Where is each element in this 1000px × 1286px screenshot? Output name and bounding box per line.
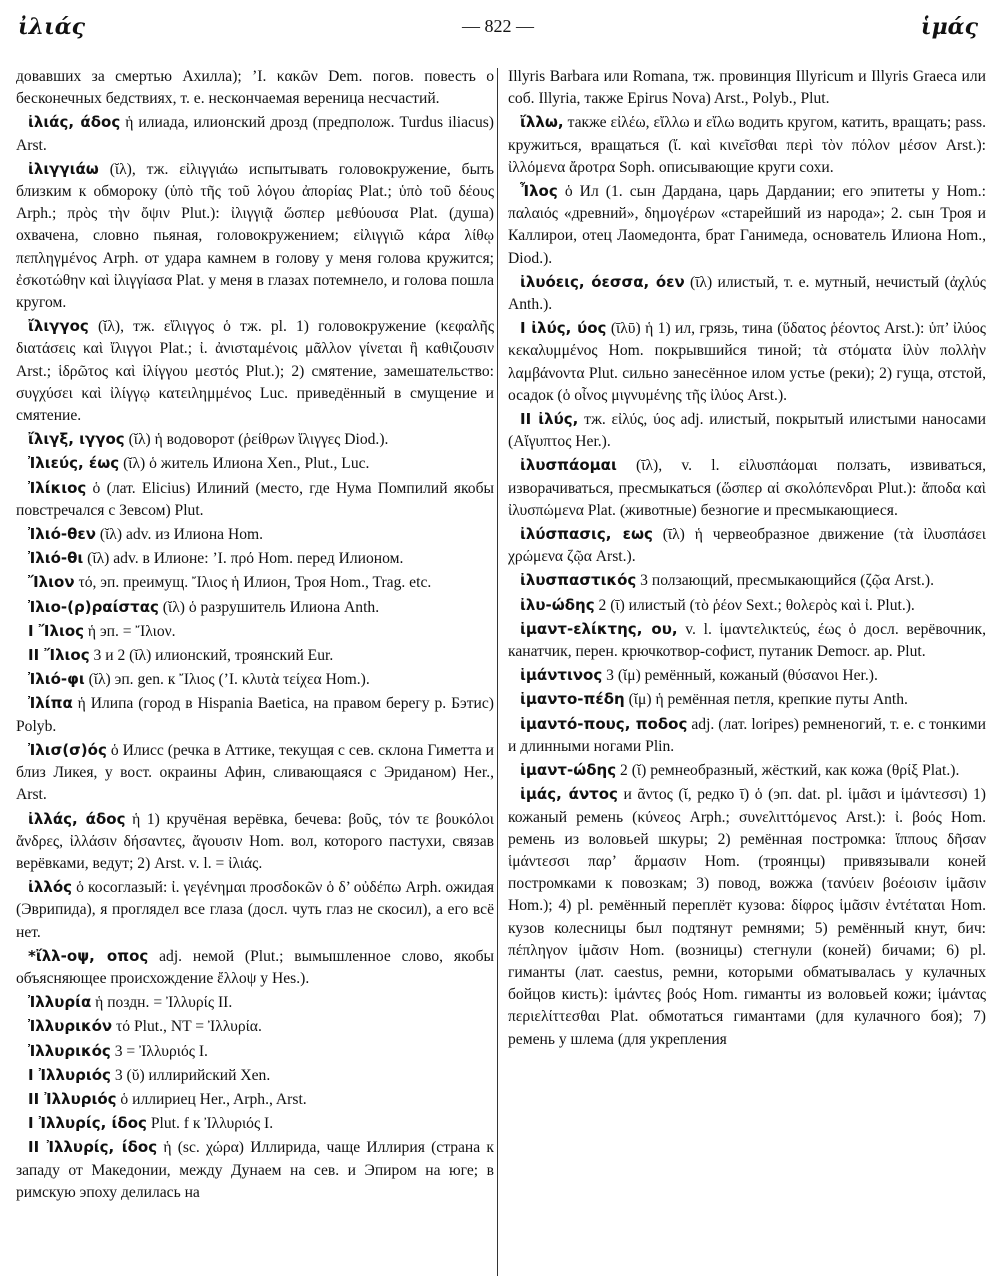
entry-headword: Ἰλίκιος: [28, 478, 87, 497]
dictionary-entry: [16, 477, 494, 522]
entry-headword: I ἰλύς, ύος: [520, 319, 607, 338]
dictionary-entry: [16, 668, 494, 691]
entry-definition: ἡ эп. = Ἴλιον.: [84, 622, 176, 640]
dictionary-entry: [16, 644, 494, 667]
entry-headword: II Ἰλλυριός: [28, 1089, 117, 1108]
dictionary-entry: [508, 454, 986, 522]
dictionary-entry: [508, 523, 986, 568]
entry-headword: Ἴλιον: [28, 573, 75, 592]
dictionary-entry: [16, 1040, 494, 1063]
dictionary-entry: [16, 808, 494, 876]
entry-definition: 3 = Ἰλλυριός I.: [110, 1042, 208, 1060]
dictionary-entry: [16, 692, 494, 737]
entry-definition: ὁ косоглазый: ἰ. γεγένημαι προσδοκῶν ὁ δ’ οὐδέπω Arph. ожидая (Эврипида), я проглядел все глаза (досл. чуть глаз не скосил), а его всё нет.: [16, 879, 494, 941]
dictionary-entry: [16, 547, 494, 570]
dictionary-entry: [508, 111, 986, 179]
dictionary-entry: [508, 66, 986, 110]
entry-definition: 3 (ῠ) иллирийский Xen.: [110, 1066, 271, 1084]
entry-headword: *ἴλλ-οψ, οπος: [28, 946, 149, 965]
dictionary-entry: [16, 1136, 494, 1204]
entry-headword: Ἰλιό-θι: [28, 549, 84, 568]
entry-headword: ἰλυόεις, όεσσα, όεν: [520, 272, 685, 291]
entry-headword: ἰλυ-ώδης: [520, 595, 595, 614]
entry-headword: Ἰλλυρία: [28, 993, 92, 1012]
entry-headword: ἰλύσπασις, εως: [520, 525, 653, 544]
dictionary-entry: [508, 713, 986, 758]
entry-headword: II Ἴλιος: [28, 646, 90, 665]
dictionary-entry: [16, 876, 494, 944]
entry-headword: Ἰλλυρικός: [28, 1041, 111, 1060]
entry-definition: ἡ поздн. = Ἰλλυρίς II.: [91, 994, 233, 1012]
entry-definition: (ῑλῡ) ἡ 1) ил, грязь, тина (ὕδατος ῥέοντος Arst.): ὑπ’ ἰλύος κεκαλυμμένος Hom. покрывшийся тиной; τὰ στόματα ἰλὺν πολλὴν λαμβάνοντα Plut. сильно занесённое илом устье (реки); 2) гуща, отстой, осадок (ὁ οἶνος μιγνυμένης τῆς ἰλύος Arst.).: [508, 320, 986, 404]
dictionary-entry: [508, 759, 986, 782]
entry-definition: (ῐλ) ὁ житель Илиона Xen., Plut., Luc.: [119, 455, 370, 473]
dictionary-entry: [16, 1088, 494, 1111]
entry-definition: (ῐλ) ἡ водоворот (ῥείθρων ἴλιγγες Diod.).: [124, 431, 389, 449]
entry-headword: II Ἰλλυρίς, ίδος: [28, 1138, 158, 1157]
entry-headword: Ἰλιεύς, έως: [28, 454, 120, 473]
entry-headword: Ἰλλυρικόν: [28, 1017, 113, 1036]
dictionary-entry: [508, 664, 986, 687]
entry-headword: ἱμάς, άντος: [520, 785, 618, 804]
entry-headword: ἰλυσπαστικός: [520, 571, 637, 590]
entry-definition: (ῐλ) ὁ разрушитель Илиона Anth.: [158, 598, 380, 616]
entry-definition: (ῑλ) илистый, т. е. мутный, нечистый (ἀχλύς Anth.).: [508, 273, 986, 314]
entry-definition: 3 (ῐμ) ремённый, кожаный (θύσανοι Her.).: [602, 667, 878, 685]
entry-headword: I Ἰλλυρίς, ίδος: [28, 1114, 147, 1133]
entry-definition: тж. εἰλύς, ύος adj. илистый, покрытый илистыми наносами (Αἴγυπτος Her.).: [508, 411, 986, 451]
entry-definition: (ῐλ) эп. gen. к Ἴλιος (’Ι. κλυτὰ τείχεα Hom.).: [84, 671, 370, 689]
dictionary-entry: [16, 1112, 494, 1135]
column-divider: [497, 68, 498, 1276]
entry-headword: ἴλλω,: [520, 113, 564, 132]
entry-definition: (ῐλ), тж. εἰλιγγιάω испытывать головокружение, быть близким к обмороку (ὑπὸ τῆς τοῦ λόγου ἀπορίας Plat.; ὑπὸ τοῦ δέους Arph.; πρὸς τὴν ὄψιν Plut.): ἰλιγγιᾷ ὥσπερ μεθύουσα Plat. (душа) охвачена, словно пьяная, головокружением; εἰλιγγιῶ κάρα λίθῳ πεπληγμένος Arph. от удара камнем в голову у меня голова кружится; ἐσκοτώθην καὶ ἰλιγγίασα Plat. у меня в глазах потемнело, и голова пошла кругом.: [16, 160, 494, 312]
dictionary-entry: [508, 271, 986, 316]
entry-definition: Plut. f к Ἰλλυριός I.: [146, 1115, 274, 1133]
dictionary-entry: [16, 1064, 494, 1087]
entry-headword: ἰλυσπάομαι: [520, 456, 617, 475]
dictionary-entry: [16, 315, 494, 427]
entry-headword: II ἰλύς,: [520, 410, 579, 429]
dictionary-entry: [508, 408, 986, 453]
entry-headword: Ἰλιο-(ρ)ραίστας: [28, 597, 159, 616]
dictionary-entry: [16, 1015, 494, 1038]
dictionary-entry: [508, 688, 986, 711]
entry-definition: 3 и 2 (ῐλ) илионский, троянский Eur.: [89, 647, 334, 665]
entry-definition: ὁ Илисс (речка в Аттике, текущая с сев. склона Гиметта и близ Ликея, у вост. окраины Афин, сливающаяся с Эриданом) Her., Arst.: [16, 741, 494, 804]
dictionary-entry: [16, 739, 494, 807]
entry-headword: ἱμαντ-ώδης: [520, 761, 617, 780]
entry-headword: I Ἰλλυριός: [28, 1065, 111, 1084]
page-header: [18, 14, 978, 48]
dictionary-entry: [508, 180, 986, 270]
entry-headword: Ἰλιό-φι: [28, 670, 85, 689]
header-right-word: ἱμάς: [920, 14, 978, 40]
dictionary-entry: [508, 618, 986, 663]
dictionary-entry: [16, 452, 494, 475]
entry-definition: (ῐλ), тж. εἴλιγγος ὁ тж. pl. 1) головокружение (κεφαλῆς διατάσεις καὶ ἴλιγγοι Plat.; ἰ. ἀνισταμένοις μᾶλλον γίνεται ἢ καθιζουσιν Arst.; ἱδρῶτος καὶ ἰλίγγου μεστός Plut.); 2) смятение, замешательство: συγχύσει καὶ ἰλίγγῳ κατειλημμένος Luc. приведённый в смущение и смятение.: [16, 318, 494, 425]
entry-definition: τό Plut., NT = Ἰλλυρία.: [112, 1018, 262, 1036]
entry-definition: 2 (ῐ) ремнеобразный, жёсткий, как кожа (θρίξ Plat.).: [616, 762, 960, 780]
entry-headword: ἴλιγγος: [28, 317, 89, 336]
entry-headword: Ἰλίπα: [28, 694, 73, 713]
entry-definition: ὁ (лат. Elicius) Илиний (место, где Нума Помпилий якобы повстречался с Зевсом) Plut.: [16, 479, 494, 519]
entry-definition: Illyris Barbara или Romana, тж. провинция Illyricum и Illyris Graeca или соб. Illyria, также Epirus Nova) Arst., Polyb., Plut.: [508, 68, 986, 108]
entry-headword: ἰλλάς, άδος: [28, 809, 126, 828]
entry-definition: ὁ Ил (1. сын Дардана, царь Дардании; его эпитеты у Hom.: παλαιός «древний», δημογέρων «старейший из народа»; 2. сын Троя и Каллирои, отец Лаомедонта, брат Ганимеда, основатель Илиона Hom., Diod.).: [508, 183, 986, 267]
entry-headword: ἰλιγγιάω: [28, 159, 99, 178]
entry-definition: adj. немой (Plut.; вымышленное слово, якобы объясняющее происхождение ἔλλοψ у Hes.).: [16, 947, 494, 987]
dictionary-entry: [508, 783, 986, 1050]
header-left-word: ἰλιάς: [18, 14, 86, 40]
entry-definition: 3 ползающий, пресмыкающийся (ζῷα Arst.).: [636, 572, 934, 590]
dictionary-entry: [16, 571, 494, 594]
entry-definition: (ῐλ) adv. в Илионе: ’Ι. πρό Hom. перед Илионом.: [83, 550, 404, 568]
entry-definition: довавших за смертью Ахилла); ’Ι. κακῶν Dem. погов. повесть о бесконечных бедствиях, т. е. нескончаемая вереница несчастий.: [16, 68, 494, 108]
dictionary-entry: [16, 596, 494, 619]
entry-definition: ἡ Илипа (город в Hispania Baetica, на правом берегу р. Бэтис) Polyb.: [16, 695, 494, 735]
entry-definition: adj. (лат. loripes) ремненогий, т. е. с тонкими и длинными ногами Plin.: [508, 715, 986, 755]
entry-headword: Ἰλισ(σ)ός: [28, 740, 107, 759]
entry-headword: ἰλλός: [28, 878, 73, 897]
entry-definition: v. l. ἱμαντελικτεύς, έως ὁ досл. верёвочник, канатчик, перен. крючкотвор-софист, путаник Democr. ap. Plut.: [508, 620, 986, 661]
dictionary-entry: [508, 594, 986, 617]
entry-headword: ἰλιάς, άδος: [28, 113, 121, 132]
entry-definition: (ῐλ) adv. из Илиона Hom.: [96, 526, 264, 544]
dictionary-entry: [16, 158, 494, 314]
entry-headword: I Ἴλιος: [28, 621, 85, 640]
dictionary-entry: [16, 523, 494, 546]
dictionary-entry: [16, 620, 494, 643]
dictionary-entry: [508, 569, 986, 592]
entry-definition: и ᾶντος (ῐ, редко ῑ) ὁ (эп. dat. pl. ἱμᾶσι и ἱμάντεσσι) 1) кожаный ремень (κύνεος Arph.; συνελιττόμενος Arst.): ἰ. βοός Hom. ремень из воловьей шкуры; 2) ремённая постромка: ἵππους δῆσαν ἱμάντεσσι παρ’ ἅρμασιν Hom. (троянцы) привязывали коней постромками к повозкам; 3) повод, вожжа (τανύειν βοέοισιν ἱμᾶσιν Hom.); 4) pl. ремённый переплёт кузова: δίφρος ἱμᾶσιν ἐντέταται Hom. кузов колесницы был подтянут ремнями; 5) ремённый кнут, бич: πέπληγον ἱμᾶσιν Hom. (возницы) стегнули (коней) бичами; 6) pl. гиманты (лат. caestus, ремни, которыми обматывалась у кулачных бойцов кисть): ἱμάντες βοός Hom. гиманты из воловьей кожи; ἱμάντας περιελίττεσθαι Plat. обмотаться гимантами (для кулачного боя); 7) ремень у шлема (для укрепления: [508, 786, 986, 1048]
entry-headword: ἴλιγξ, ιγγος: [28, 430, 125, 449]
dictionary-entry: [16, 66, 494, 110]
left-column: [16, 66, 494, 1278]
entry-definition: (ῑλ) ἡ червеобразное движение (τὰ ἰλυσπάσει χρώμενα ζῷα Arst.).: [508, 526, 986, 566]
dictionary-entry: [16, 111, 494, 156]
entry-definition: ὁ иллириец Her., Arph., Arst.: [116, 1090, 307, 1108]
entry-definition: также εἰλέω, εἴλλω и εἴλω водить кругом, катить, вращать; pass. кружиться, вращаться (ἴ. καὶ κινεῖσθαι περὶ τὸν πόλον μέσον Arst.): ἰλλόμενα ἄροτρα Soph. описывающие круги сохи.: [508, 114, 986, 176]
entry-headword: Ἶλος: [520, 182, 558, 201]
entry-definition: 2 (ῑ) илистый (τὸ ῥέον Sext.; θολερὸς καὶ ἰ. Plut.).: [594, 596, 915, 614]
dictionary-entry: [16, 428, 494, 451]
entry-headword: ἱμάντινος: [520, 666, 603, 685]
entry-headword: ἱμαντό-πους, ποδος: [520, 714, 688, 733]
entry-definition: τό, эп. преимущ. Ἴλιος ἡ Илион, Троя Hom., Trag. etc.: [74, 574, 432, 592]
dictionary-entry: [16, 991, 494, 1014]
entry-definition: ἡ (sc. χώρα) Иллирида, чаще Иллирия (страна к западу от Македонии, между Дунаем на сев. и Эпиром на юге; в римскую эпоху делилась на: [16, 1139, 494, 1201]
page-number: — 822 —: [462, 16, 534, 36]
entry-definition: ἡ илиада, илионский дрозд (предполож. Turdus iliacus) Arst.: [16, 114, 494, 154]
entry-headword: Ἰλιό-θεν: [28, 525, 96, 544]
dictionary-entry: [16, 945, 494, 990]
dictionary-entry: [508, 317, 986, 407]
entry-definition: (ῑλ), v. l. εἰλυσπάομαι ползать, извиваться, изворачиваться, пресмыкаться (ὥσπερ αἱ σκολόπενδραι Plut.): ἄποδα καὶ ἰλυσπώμενα Plat. (животные) безногие и пресмыкающиеся.: [508, 457, 986, 519]
right-column: [508, 66, 986, 1278]
entry-headword: ἱμαντο-πέδη: [520, 690, 625, 709]
entry-headword: ἱμαντ-ελίκτης, ου,: [520, 619, 678, 638]
entry-definition: (ῐμ) ἡ ремённая петля, крепкие путы Anth.: [624, 691, 908, 709]
entry-definition: ἡ 1) кручёная верёвка, бечева: βοῦς, τόν τε βουκόλοι ἄνδρες, ἰλλάσιν δήσαντες, ἄγουσιν Hom. вол, которого пастухи, связав верёвками, ведут; 2) Arst. v. l. = ἰλιάς.: [16, 810, 494, 872]
